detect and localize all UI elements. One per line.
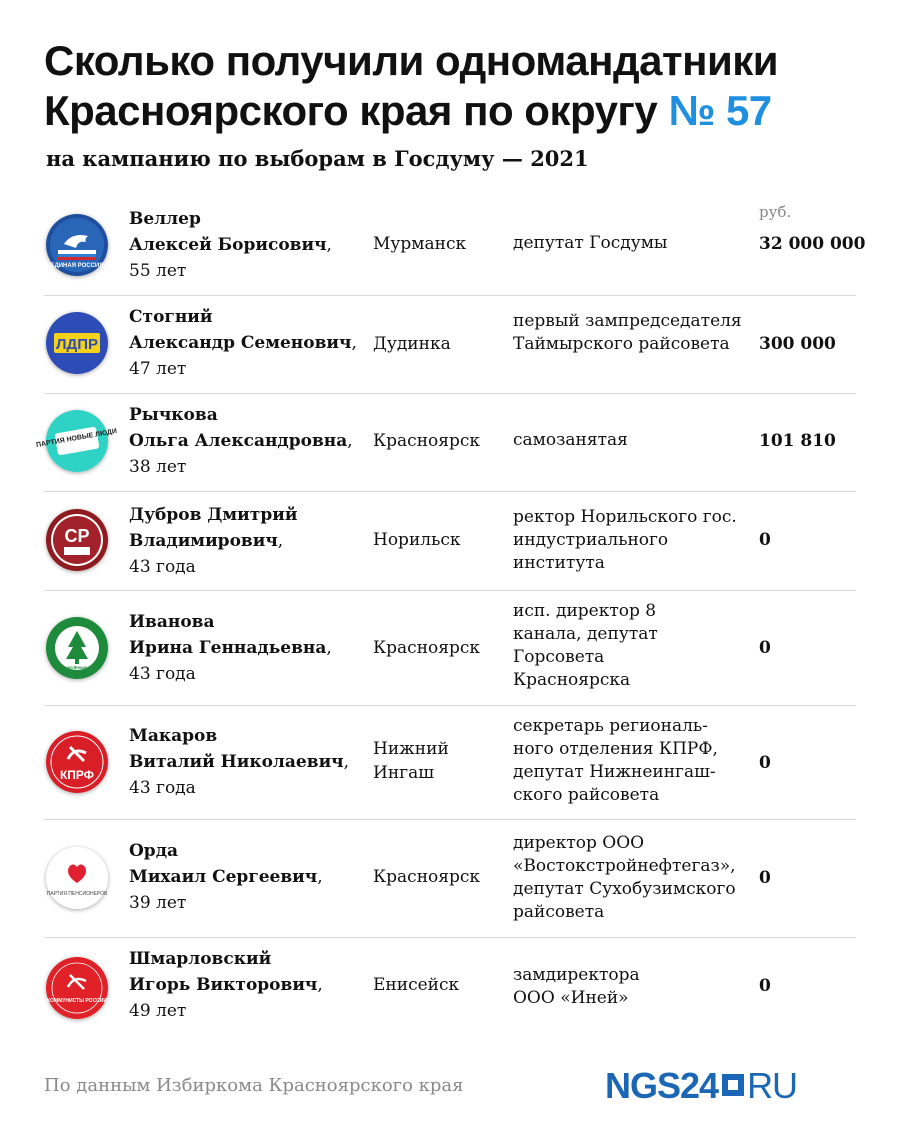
brand-suffix: RU (747, 1065, 798, 1106)
logo-text: СР (64, 526, 90, 546)
candidate-given-names: Владимирович, (129, 531, 284, 551)
candidate-given-names: Ирина Геннадьевна, (129, 638, 332, 658)
candidate-given-names: Игорь Викторович, (129, 975, 323, 995)
candidate-job: самозанятая (513, 430, 628, 450)
candidate-surname: Шмарловский (129, 949, 272, 969)
district-number: № 57 (668, 87, 772, 134)
zelenye-logo (46, 617, 108, 679)
candidate-surname: Макаров (129, 726, 218, 746)
page-subtitle: на кампанию по выборам в Госдуму — 2021 (46, 146, 589, 171)
edinaya-rossiya-logo (46, 214, 108, 276)
candidate-surname: Рычкова (129, 405, 218, 425)
candidate-surname: Иванова (129, 612, 215, 632)
candidate-name (129, 946, 374, 1024)
ngs24-logo (605, 1066, 797, 1106)
candidate-city: Красноярск (373, 638, 481, 658)
candidate-age: 49 лет (129, 1001, 187, 1021)
candidate-age: 43 года (129, 778, 196, 798)
candidate-surname: Стогний (129, 307, 213, 327)
candidate-city: Норильск (373, 530, 461, 550)
candidate-city: Нижний Ингаш (373, 739, 449, 783)
candidate-name (129, 206, 374, 284)
title-line-1: Сколько получили одномандатники (44, 37, 779, 84)
candidate-city: Красноярск (373, 867, 481, 887)
candidate-age: 47 лет (129, 359, 187, 379)
ldpr-logo (46, 312, 108, 374)
candidate-row (44, 938, 856, 1038)
partiya-pensionerov-logo (46, 847, 108, 909)
candidate-city: Мурманск (373, 234, 467, 254)
candidate-row (44, 820, 856, 938)
candidate-amount: 101 810 (759, 431, 836, 451)
kprf-logo (46, 731, 108, 793)
candidate-name (129, 304, 374, 382)
candidate-job: ректор Норильского гос. индустриального института (513, 507, 737, 573)
candidate-row (44, 591, 856, 706)
candidate-job: директор ООО «Востокстройнефтегаз», депутат Сухобузимского райсовета (513, 833, 736, 922)
brand-main: NGS24 (605, 1065, 719, 1106)
candidate-city: Дудинка (373, 334, 451, 354)
candidate-amount: 0 (759, 976, 771, 996)
candidate-given-names: Ольга Александровна, (129, 431, 353, 451)
candidate-row (35, 394, 856, 492)
candidate-job: исп. директор 8 канала, депутат Горсовета Красноярска (513, 601, 658, 690)
candidate-row (44, 706, 856, 820)
candidate-name (129, 402, 374, 480)
candidate-job: депутат Госдумы (513, 233, 668, 253)
logo-text: КОММУНИСТЫ РОССИИ (47, 998, 107, 1004)
sr-logo (46, 509, 108, 571)
candidate-job: секретарь региональ-ного отделения КПРФ, депутат Нижнеингаш-ского райсовета (513, 716, 718, 805)
candidate-amount: 300 000 (759, 334, 836, 354)
candidate-given-names: Алексей Борисович, (129, 235, 332, 255)
candidate-amount: 32 000 000 (759, 234, 866, 254)
title-line-2-main: Красноярского края по округу (44, 87, 669, 134)
candidate-age: 55 лет (129, 261, 187, 281)
title-line-2 (44, 86, 884, 136)
candidate-given-names: Михаил Сергеевич, (129, 867, 323, 887)
currency-unit: руб. (759, 203, 792, 221)
candidate-surname: Дубров Дмитрий (129, 505, 298, 525)
candidate-row (44, 296, 856, 394)
candidate-city: Енисейск (373, 975, 460, 995)
candidate-amount: 0 (759, 638, 771, 658)
candidate-name (129, 609, 374, 687)
kommunisty-rossii-logo (46, 957, 108, 1019)
logo-text: ЕДИНАЯ РОССИЯ (50, 263, 104, 269)
candidate-surname: Орда (129, 841, 179, 861)
logo-text: «ЗЕЛЁНЫЕ» (64, 665, 90, 670)
candidate-name (129, 723, 374, 801)
candidate-given-names: Виталий Николаевич, (129, 752, 350, 772)
brand-square-icon (722, 1074, 744, 1096)
candidate-surname: Веллер (129, 209, 201, 229)
candidate-name (129, 502, 374, 580)
candidate-row (44, 492, 856, 591)
logo-text: ПАРТИЯ ПЕНСИОНЕРОВ (46, 891, 108, 897)
logo-text: КПРФ (59, 768, 95, 782)
data-source-note: По данным Избиркома Красноярского края (44, 1075, 464, 1096)
logo-text: ЛДПР (56, 336, 98, 353)
candidate-age: 43 года (129, 557, 196, 577)
novye-lyudi-logo (35, 410, 118, 472)
candidate-job: первый зампредседателя Таймырского райсовета (513, 311, 742, 354)
candidate-amount: 0 (759, 753, 771, 773)
page-title (44, 36, 884, 136)
candidate-age: 38 лет (129, 457, 187, 477)
candidate-row (44, 198, 866, 296)
candidate-age: 39 лет (129, 893, 187, 913)
logo-text: ПАРТИЯ НОВЫЕ ЛЮДИ (35, 427, 118, 450)
candidate-amount: 0 (759, 868, 771, 888)
candidate-given-names: Александр Семенович, (129, 333, 357, 353)
candidate-name (129, 838, 374, 916)
candidate-age: 43 года (129, 664, 196, 684)
candidate-amount: 0 (759, 530, 771, 550)
candidate-job: замдиректора ООО «Иней» (513, 965, 640, 1008)
candidate-city: Красноярск (373, 431, 481, 451)
